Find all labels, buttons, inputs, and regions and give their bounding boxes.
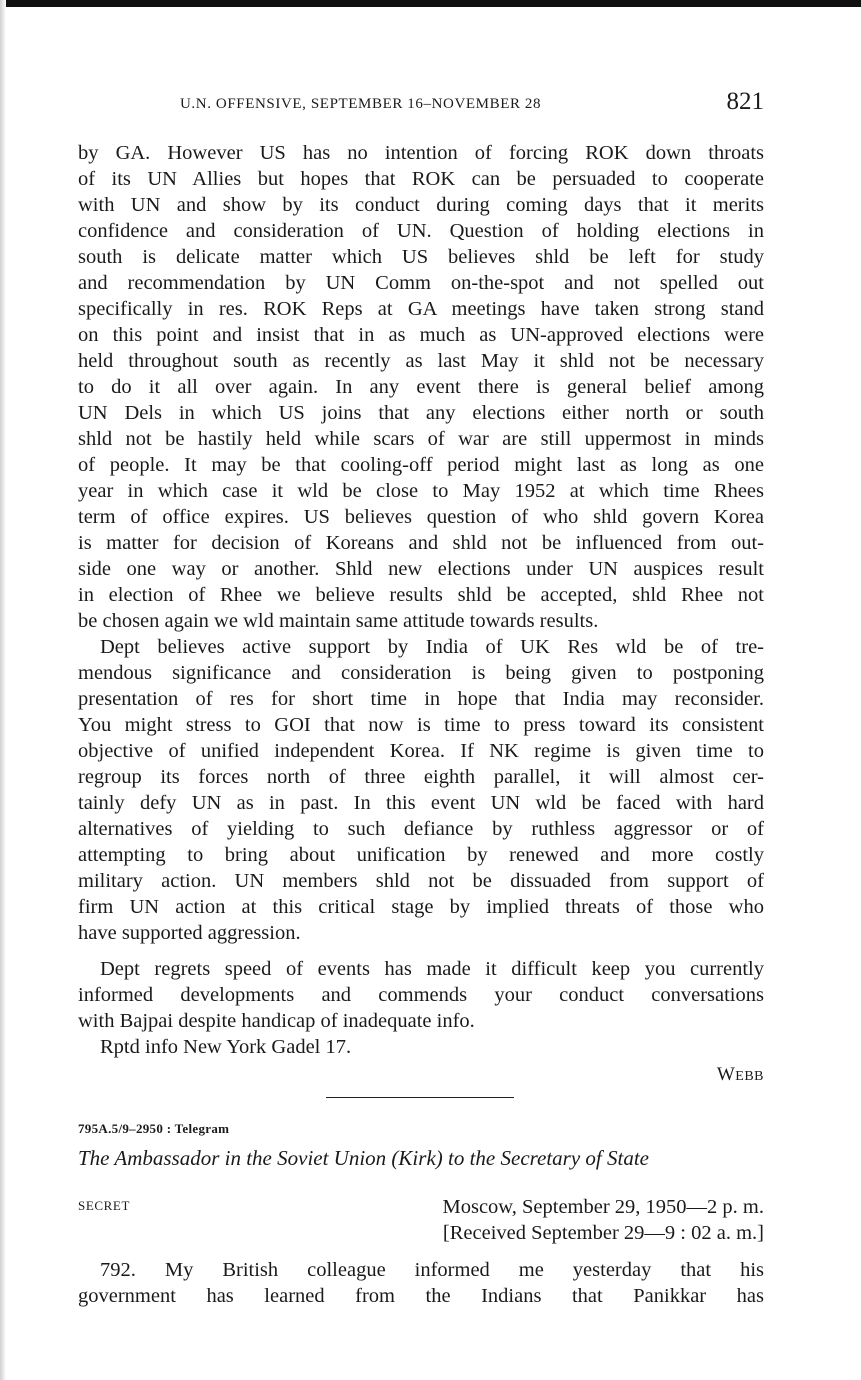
running-title: U.N. OFFENSIVE, SEPTEMBER 16–NOVEMBER 28	[180, 96, 542, 112]
body-line: in election of Rhee we believe results shld be accepted, shld Rhee not	[78, 584, 764, 606]
body-line: specifically in res. ROK Reps at GA meetings have taken strong stand	[78, 298, 764, 320]
body-line: UN Dels in which US joins that any elections either north or south	[78, 402, 764, 424]
body-line: government has learned from the Indians that Panikkar has	[78, 1285, 764, 1307]
body-line: with UN and show by its conduct during coming days that it merits	[78, 194, 764, 216]
body-line: presentation of res for short time in hope that India may reconsider.	[78, 688, 764, 710]
page-left-edge-shadow	[0, 0, 6, 1380]
body-line: with Bajpai despite handicap of inadequate info.	[78, 1010, 475, 1032]
classification-label: SECRET	[78, 1198, 130, 1213]
body-line: Dept believes active support by India of UK Res wld be of tre-	[100, 636, 764, 658]
body-line: military action. UN members shld not be dissuaded from support of	[78, 870, 764, 892]
body-line: regroup its forces north of three eighth parallel, it will almost cer-	[78, 766, 764, 788]
body-line: confidence and consideration of UN. Question of holding elections in	[78, 220, 764, 242]
body-line: alternatives of yielding to such defiance by ruthless aggressor or of	[78, 818, 764, 840]
body-line: to do it all over again. In any event there is general belief among	[78, 376, 764, 398]
body-line: on this point and insist that in as much as UN-approved elections were	[78, 324, 764, 346]
body-line: shld not be hastily held while scars of war are still uppermost in minds	[78, 428, 764, 450]
body-line: of people. It may be that cooling-off period might last as long as one	[78, 454, 764, 476]
page-number: 821	[726, 88, 764, 115]
body-line: firm UN action at this critical stage by implied threats of those who	[78, 896, 764, 918]
document-title: The Ambassador in the Soviet Union (Kirk) to the Secretary of State	[78, 1146, 649, 1170]
body-line: informed developments and commends your conduct conversations	[78, 984, 764, 1006]
body-line: have supported aggression.	[78, 922, 301, 944]
body-line: Dept regrets speed of events has made it difficult keep you currently	[100, 958, 764, 980]
body-line: mendous significance and consideration is being given to postponing	[78, 662, 764, 684]
body-line: year in which case it wld be close to May 1952 at which time Rhees	[78, 480, 764, 502]
document-divider	[326, 1097, 514, 1098]
body-line: south is delicate matter which US believes shld be left for study	[78, 246, 764, 268]
file-reference: 795A.5/9–2950 : Telegram	[78, 1121, 230, 1136]
body-line: tainly defy UN as in past. In this event UN wld be faced with hard	[78, 792, 764, 814]
body-line: Rptd info New York Gadel 17.	[100, 1036, 352, 1058]
body-line: and recommendation by UN Comm on-the-spot and not spelled out	[78, 272, 764, 294]
dateline: Moscow, September 29, 1950—2 p. m.	[442, 1196, 764, 1218]
running-head	[180, 88, 764, 122]
body-line: be chosen again we wld maintain same attitude towards results.	[78, 610, 599, 632]
body-line: of its UN Allies but hopes that ROK can be persuaded to cooperate	[78, 168, 764, 190]
signature-rest: EBB	[735, 1069, 764, 1084]
signature	[717, 1064, 764, 1086]
received-note: [Received September 29—9 : 02 a. m.]	[442, 1222, 764, 1244]
body-line: term of office expires. US believes question of who shld govern Korea	[78, 506, 764, 528]
body-line: attempting to bring about unification by renewed and more costly	[78, 844, 764, 866]
body-line: by GA. However US has no intention of forcing ROK down throats	[78, 142, 764, 164]
body-line: is matter for decision of Koreans and shld not be influenced from out-	[78, 532, 764, 554]
page-top-border	[0, 0, 861, 7]
body-line: objective of unified independent Korea. If NK regime is given time to	[78, 740, 764, 762]
body-line: You might stress to GOI that now is time to press toward its consistent	[78, 714, 764, 736]
body-line: 792. My British colleague informed me yesterday that his	[100, 1259, 764, 1281]
body-line: held throughout south as recently as last May it shld not be necessary	[78, 350, 764, 372]
body-line: side one way or another. Shld new elections under UN auspices result	[78, 558, 764, 580]
signature-initial: W	[716, 1064, 736, 1085]
